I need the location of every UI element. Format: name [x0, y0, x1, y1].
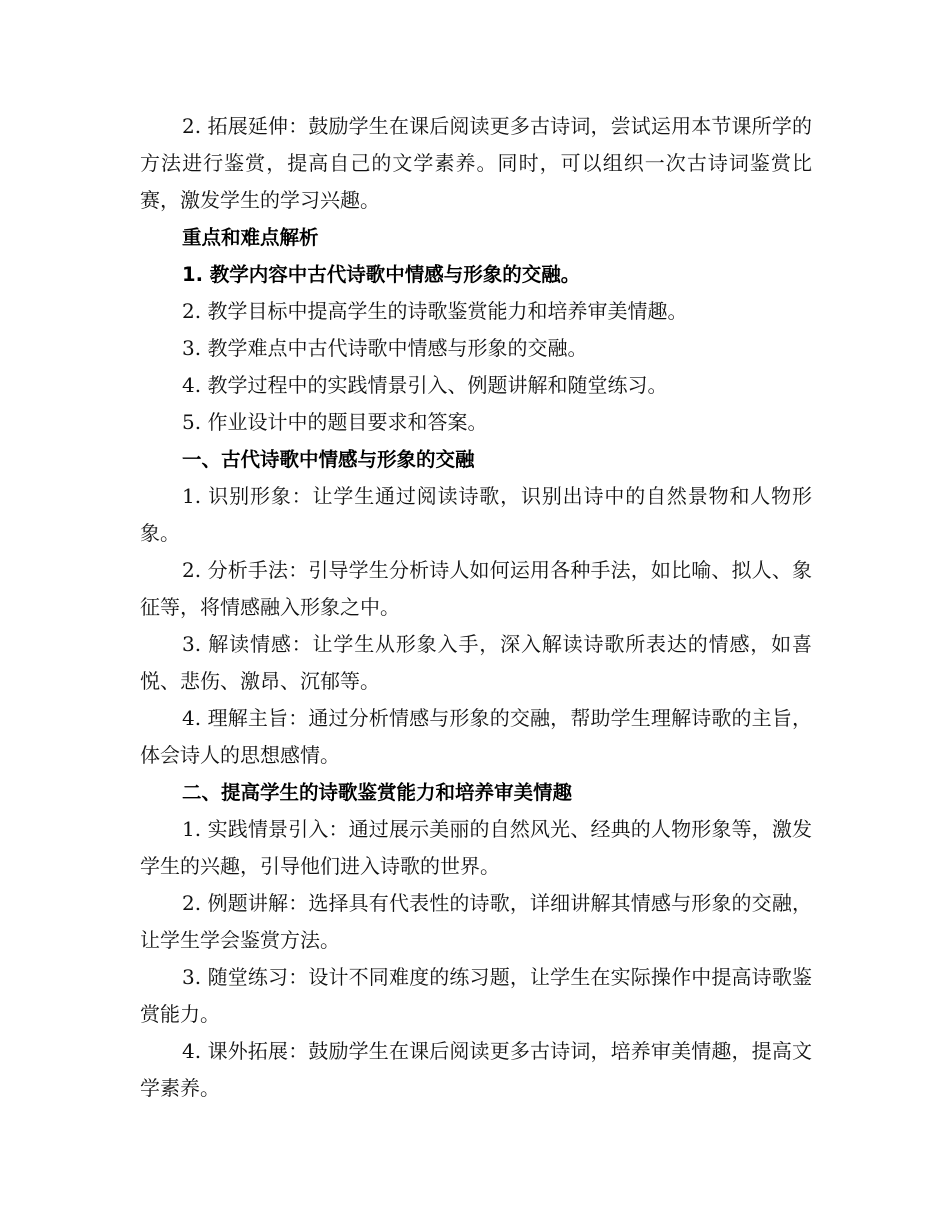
- section1-item-1: 1. 识别形象：让学生通过阅读诗歌，识别出诗中的自然景物和人物形象。: [140, 484, 812, 545]
- key-point-3: 3. 教学难点中古代诗歌中情感与形象的交融。: [182, 336, 588, 360]
- section1-item-4: 4. 理解主旨：通过分析情感与形象的交融，帮助学生理解诗歌的主旨，体会诗人的思想感情。: [140, 706, 812, 767]
- section1-item-2: 2. 分析手法：引导学生分析诗人如何运用各种手法，如比喻、拟人、象征等，将情感融入形象之中。: [140, 558, 812, 619]
- key-point-4: 4. 教学过程中的实践情景引入、例题讲解和随堂练习。: [182, 373, 668, 397]
- key-point-5: 5. 作业设计中的题目要求和答案。: [182, 410, 488, 434]
- section2-item-3: 3. 随堂练习：设计不同难度的练习题，让学生在实际操作中提高诗歌鉴赏能力。: [140, 965, 812, 1026]
- section2-item-4: 4. 课外拓展：鼓励学生在课后阅读更多古诗词，培养审美情趣，提高文学素养。: [140, 1039, 812, 1100]
- section1-item-3: 3. 解读情感：让学生从形象入手，深入解读诗歌所表达的情感，如喜悦、悲伤、激昂、沉郁等。: [140, 632, 812, 693]
- section-heading-2: 二、提高学生的诗歌鉴赏能力和培养审美情趣: [182, 781, 573, 804]
- document-body: [140, 108, 812, 1107]
- section2-item-2: 2. 例题讲解：选择具有代表性的诗歌，详细讲解其情感与形象的交融，让学生学会鉴赏方法。: [140, 891, 812, 952]
- key-point-1: 1. 教学内容中古代诗歌中情感与形象的交融。: [182, 263, 581, 286]
- key-point-2: 2. 教学目标中提高学生的诗歌鉴赏能力和培养审美情趣。: [182, 299, 688, 323]
- paragraph-extension: 2. 拓展延伸：鼓励学生在课后阅读更多古诗词，尝试运用本节课所学的方法进行鉴赏，提高自己的文学素养。同时，可以组织一次古诗词鉴赏比赛，激发学生的学习兴趣。: [140, 114, 812, 212]
- section2-item-1: 1. 实践情景引入：通过展示美丽的自然风光、经典的人物形象等，激发学生的兴趣，引导他们进入诗歌的世界。: [140, 817, 812, 878]
- heading-key-points: 重点和难点解析: [182, 226, 319, 249]
- section-heading-1: 一、古代诗歌中情感与形象的交融: [182, 448, 475, 471]
